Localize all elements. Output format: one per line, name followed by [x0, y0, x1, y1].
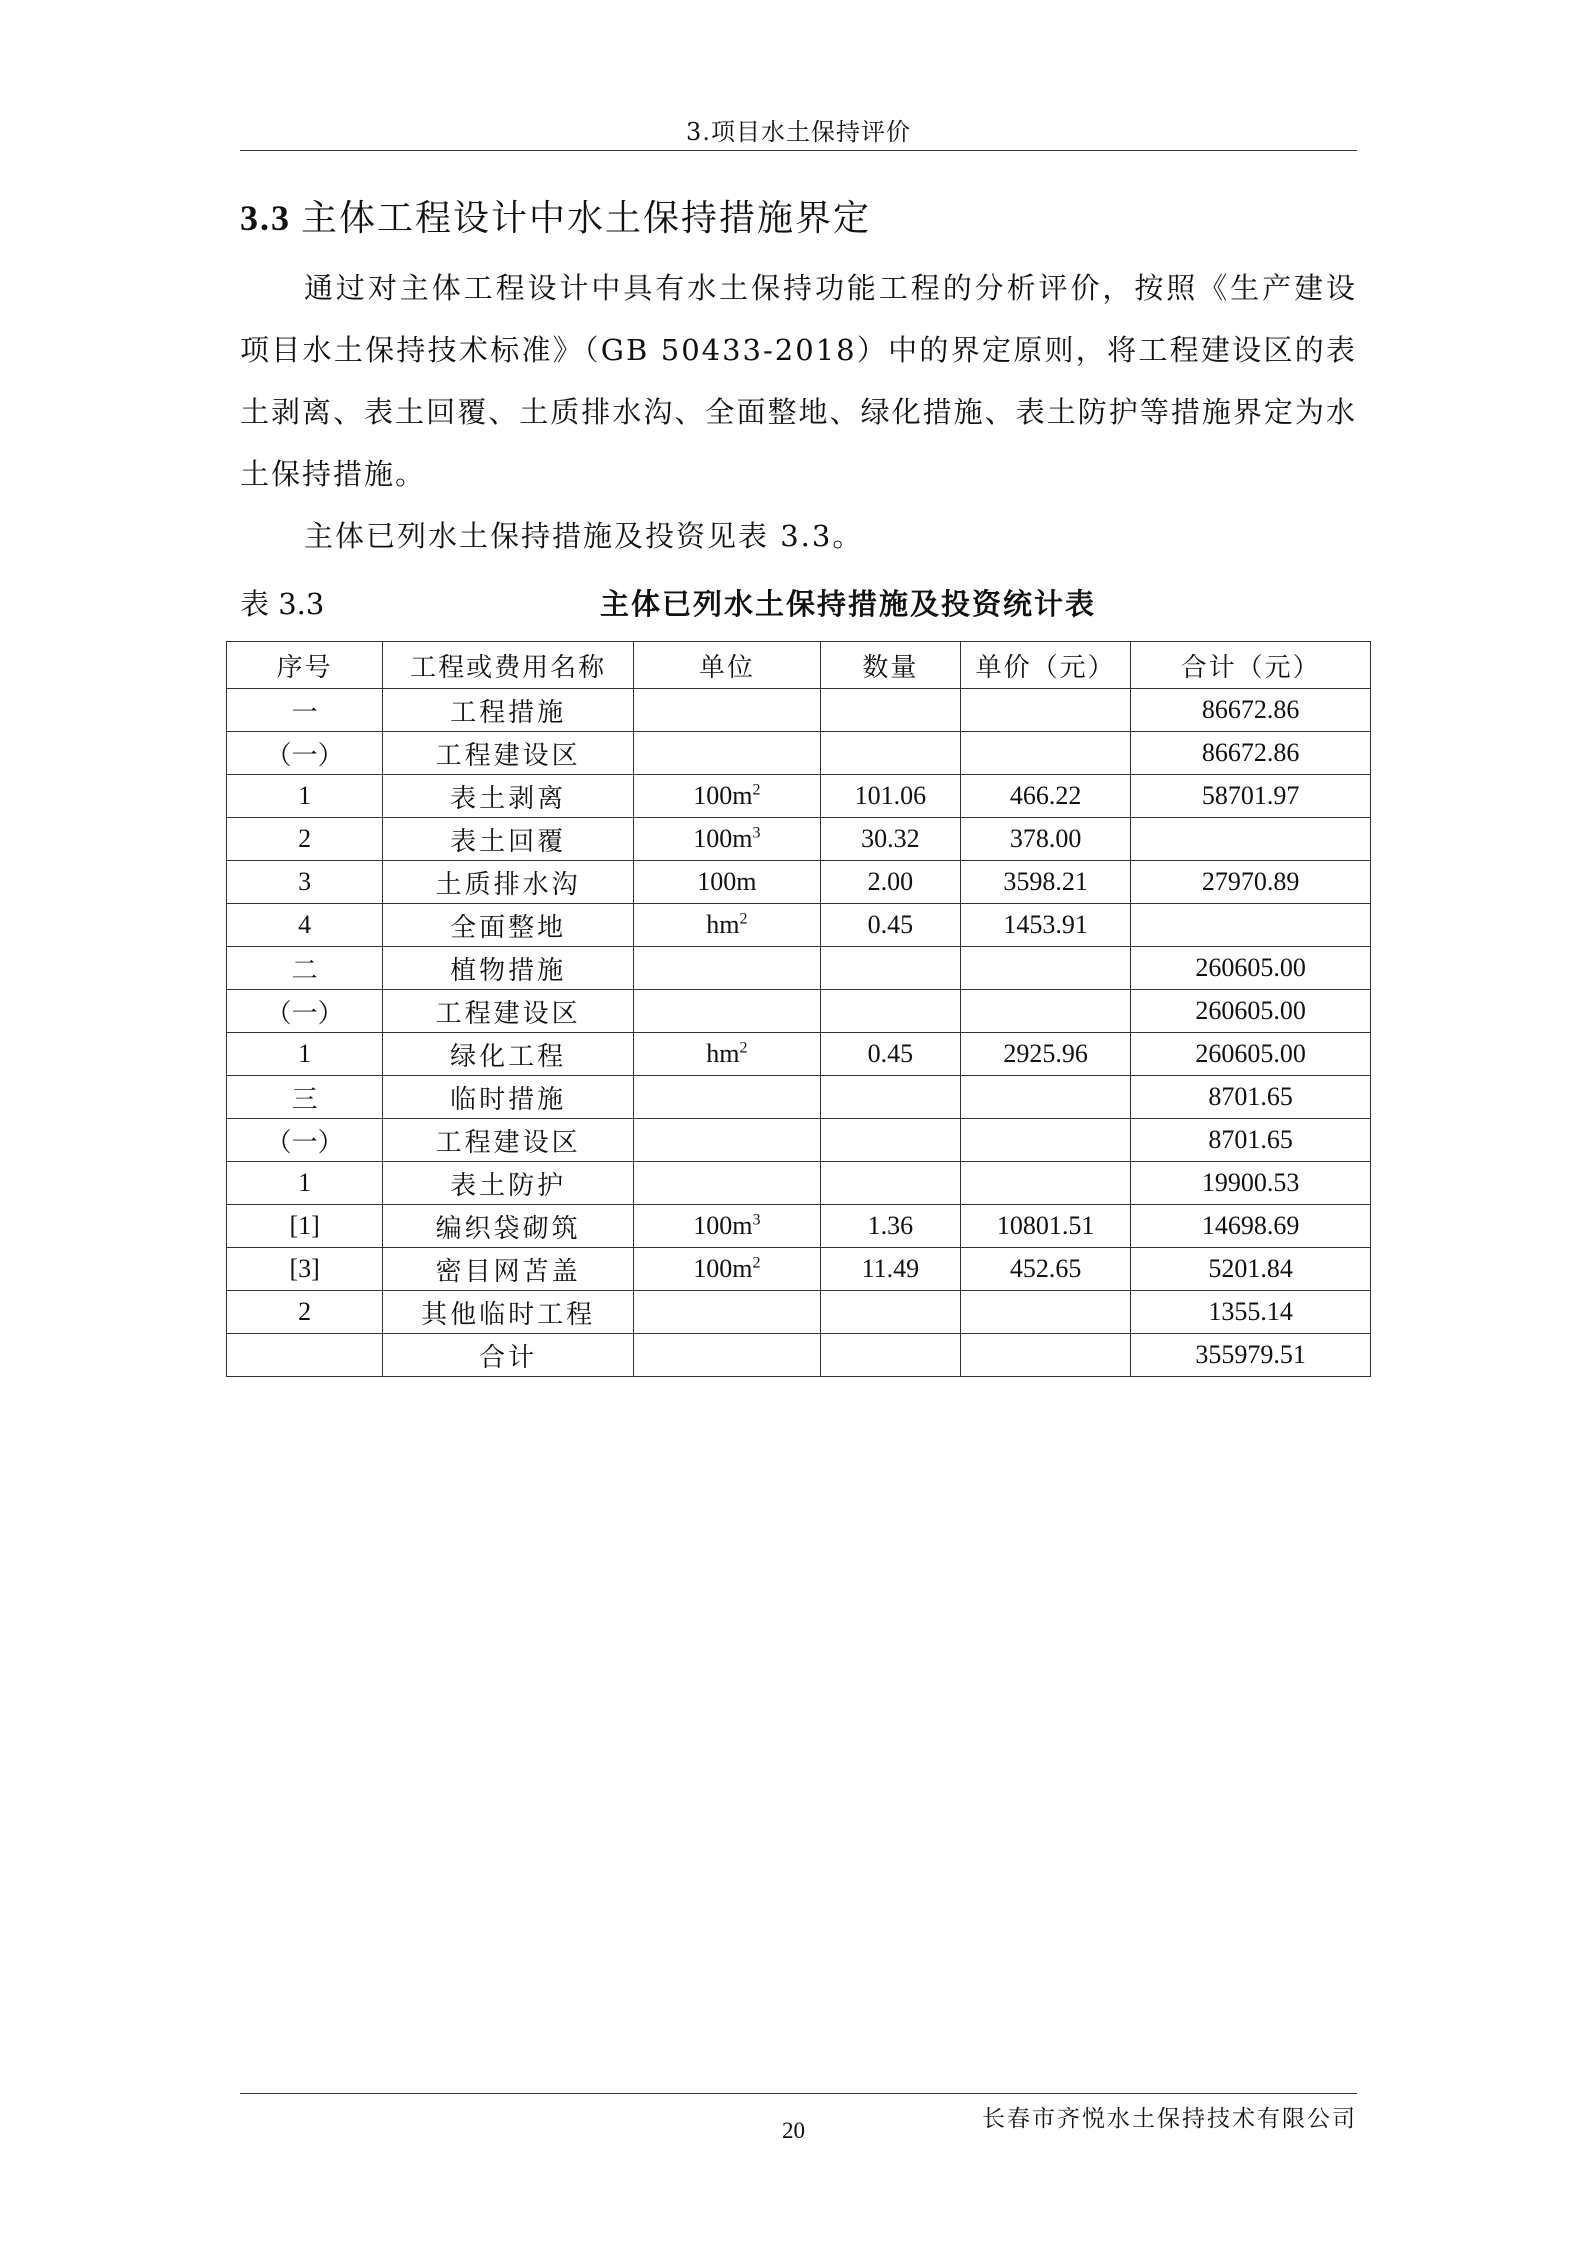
table-caption-title: 主体已列水土保持措施及投资统计表	[600, 587, 1097, 621]
cell-total: 260605.00	[1131, 947, 1371, 990]
cell-unit-price	[961, 990, 1131, 1033]
cell-total: 86672.86	[1131, 689, 1371, 732]
cell-unit	[633, 1033, 820, 1076]
cell-total: 27970.89	[1131, 861, 1371, 904]
cell-unit-price: 1453.91	[961, 904, 1131, 947]
cell-no: （一）	[227, 990, 383, 1033]
section-title: 主体工程设计中水土保持措施界定	[301, 198, 872, 239]
cell-no: （一）	[227, 1119, 383, 1162]
cell-no: 3	[227, 861, 383, 904]
table-row	[227, 689, 1371, 732]
cell-no: [3]	[227, 1248, 383, 1291]
cell-unit	[633, 689, 820, 732]
cell-unit	[633, 1334, 820, 1377]
unit-base: 100m	[693, 1254, 753, 1283]
header-title: 3.项目水土保持评价	[686, 118, 911, 146]
cell-unit-price: 10801.51	[961, 1205, 1131, 1248]
unit-exponent: 3	[752, 824, 761, 842]
cell-name: 编织袋砌筑	[383, 1205, 634, 1248]
cell-quantity: 0.45	[820, 1033, 960, 1076]
cell-no: 1	[227, 1033, 383, 1076]
cell-unit	[633, 861, 820, 904]
cell-quantity	[820, 990, 960, 1033]
cell-no: 1	[227, 775, 383, 818]
cell-unit	[633, 818, 820, 861]
unit-base: hm	[706, 910, 740, 939]
unit-exponent: 2	[752, 1254, 761, 1272]
header-quantity: 数量	[820, 642, 960, 689]
table-caption-label: 表 3.3	[240, 587, 325, 621]
section-number: 3.3	[240, 198, 291, 238]
measures-table	[226, 641, 1371, 1377]
header-rule	[240, 150, 1357, 151]
cell-unit	[633, 1248, 820, 1291]
header-unit: 单位	[633, 642, 820, 689]
cell-quantity: 1.36	[820, 1205, 960, 1248]
cell-quantity: 0.45	[820, 904, 960, 947]
unit-base: 100m	[693, 1211, 753, 1240]
cell-name: 临时措施	[383, 1076, 634, 1119]
cell-quantity: 11.49	[820, 1248, 960, 1291]
cell-quantity	[820, 732, 960, 775]
cell-quantity	[820, 1119, 960, 1162]
table-row	[227, 1291, 1371, 1334]
footer-company: 长春市齐悦水土保持技术有限公司	[982, 2106, 1357, 2132]
section-heading	[240, 190, 871, 241]
cell-quantity	[820, 1291, 960, 1334]
cell-total: 14698.69	[1131, 1205, 1371, 1248]
cell-name: 工程建设区	[383, 732, 634, 775]
cell-name: 表土剥离	[383, 775, 634, 818]
cell-total: 260605.00	[1131, 990, 1371, 1033]
cell-no: （一）	[227, 732, 383, 775]
cell-unit-price: 452.65	[961, 1248, 1131, 1291]
page-number: 20	[782, 2118, 805, 2143]
cell-name: 土质排水沟	[383, 861, 634, 904]
cell-total	[1131, 818, 1371, 861]
cell-unit-price	[961, 732, 1131, 775]
unit-exponent: 2	[739, 910, 748, 928]
cell-name: 绿化工程	[383, 1033, 634, 1076]
cell-total: 260605.00	[1131, 1033, 1371, 1076]
cell-quantity	[820, 1334, 960, 1377]
unit-base: 100m	[693, 824, 753, 853]
footer-rule	[240, 2093, 1357, 2094]
cell-unit	[633, 732, 820, 775]
cell-quantity	[820, 1162, 960, 1205]
cell-quantity	[820, 1076, 960, 1119]
cell-total: 355979.51	[1131, 1334, 1371, 1377]
cell-total: 58701.97	[1131, 775, 1371, 818]
cell-unit-price: 2925.96	[961, 1033, 1131, 1076]
header-no: 序号	[227, 642, 383, 689]
cell-name: 工程建设区	[383, 1119, 634, 1162]
cell-total: 8701.65	[1131, 1119, 1371, 1162]
cell-name: 工程措施	[383, 689, 634, 732]
table-header-row	[227, 642, 1371, 689]
table-body	[227, 689, 1371, 1377]
cell-no: 1	[227, 1162, 383, 1205]
cell-unit	[633, 904, 820, 947]
table-row	[227, 775, 1371, 818]
header-unit-price: 单价（元）	[961, 642, 1131, 689]
table-row	[227, 904, 1371, 947]
cell-no: 一	[227, 689, 383, 732]
cell-unit-price: 3598.21	[961, 861, 1131, 904]
table-row	[227, 861, 1371, 904]
cell-unit	[633, 1205, 820, 1248]
cell-quantity: 2.00	[820, 861, 960, 904]
cell-total: 8701.65	[1131, 1076, 1371, 1119]
unit-exponent: 2	[739, 1039, 748, 1057]
cell-no: 4	[227, 904, 383, 947]
table-row	[227, 947, 1371, 990]
unit-base: 100m	[693, 781, 753, 810]
cell-unit	[633, 1119, 820, 1162]
table-row	[227, 1205, 1371, 1248]
cell-name: 工程建设区	[383, 990, 634, 1033]
table-row	[227, 1162, 1371, 1205]
cell-total	[1131, 904, 1371, 947]
cell-unit-price	[961, 1334, 1131, 1377]
cell-unit	[633, 947, 820, 990]
table-row	[227, 990, 1371, 1033]
table-row	[227, 1076, 1371, 1119]
cell-unit-price: 466.22	[961, 775, 1131, 818]
cell-name: 密目网苫盖	[383, 1248, 634, 1291]
unit-exponent: 2	[752, 781, 761, 799]
cell-unit	[633, 990, 820, 1033]
cell-unit-price: 378.00	[961, 818, 1131, 861]
cell-name: 表土防护	[383, 1162, 634, 1205]
cell-name: 合计	[383, 1334, 634, 1377]
cell-name: 植物措施	[383, 947, 634, 990]
unit-exponent: 3	[752, 1211, 761, 1229]
cell-unit	[633, 1291, 820, 1334]
cell-no: 三	[227, 1076, 383, 1119]
cell-unit	[633, 1076, 820, 1119]
cell-no: 2	[227, 818, 383, 861]
cell-unit-price	[961, 1119, 1131, 1162]
header-name: 工程或费用名称	[383, 642, 634, 689]
cell-no: 2	[227, 1291, 383, 1334]
unit-base: hm	[706, 1039, 740, 1068]
body-paragraph-2: 主体已列水土保持措施及投资见表 3.3。	[304, 519, 864, 553]
cell-no	[227, 1334, 383, 1377]
cell-unit-price	[961, 947, 1131, 990]
table-row	[227, 732, 1371, 775]
cell-unit-price	[961, 689, 1131, 732]
cell-unit-price	[961, 1076, 1131, 1119]
table-row	[227, 818, 1371, 861]
body-paragraph-1: 通过对主体工程设计中具有水土保持功能工程的分析评价，按照《生产建设项目水土保持技术标准》（GB 50433-2018）中的界定原则，将工程建设区的表土剥离、表土回覆、土质排水沟、全面整地、绿化措施、表土防护等措施界定为水土保持措施。	[240, 271, 1357, 491]
cell-total: 86672.86	[1131, 732, 1371, 775]
cell-name: 全面整地	[383, 904, 634, 947]
cell-quantity	[820, 689, 960, 732]
cell-unit-price	[961, 1291, 1131, 1334]
header-total: 合计（元）	[1131, 642, 1371, 689]
table-caption	[240, 572, 1357, 622]
table-row	[227, 1119, 1371, 1162]
table-row	[227, 1248, 1371, 1291]
cell-no: 二	[227, 947, 383, 990]
cell-total: 5201.84	[1131, 1248, 1371, 1291]
cell-no: [1]	[227, 1205, 383, 1248]
cell-total: 19900.53	[1131, 1162, 1371, 1205]
cell-quantity: 30.32	[820, 818, 960, 861]
cell-quantity	[820, 947, 960, 990]
cell-total: 1355.14	[1131, 1291, 1371, 1334]
cell-unit	[633, 775, 820, 818]
cell-name: 表土回覆	[383, 818, 634, 861]
cell-name: 其他临时工程	[383, 1291, 634, 1334]
cell-unit	[633, 1162, 820, 1205]
cell-quantity: 101.06	[820, 775, 960, 818]
table-row	[227, 1334, 1371, 1377]
unit-base: 100m	[697, 867, 757, 896]
table-row	[227, 1033, 1371, 1076]
cell-unit-price	[961, 1162, 1131, 1205]
